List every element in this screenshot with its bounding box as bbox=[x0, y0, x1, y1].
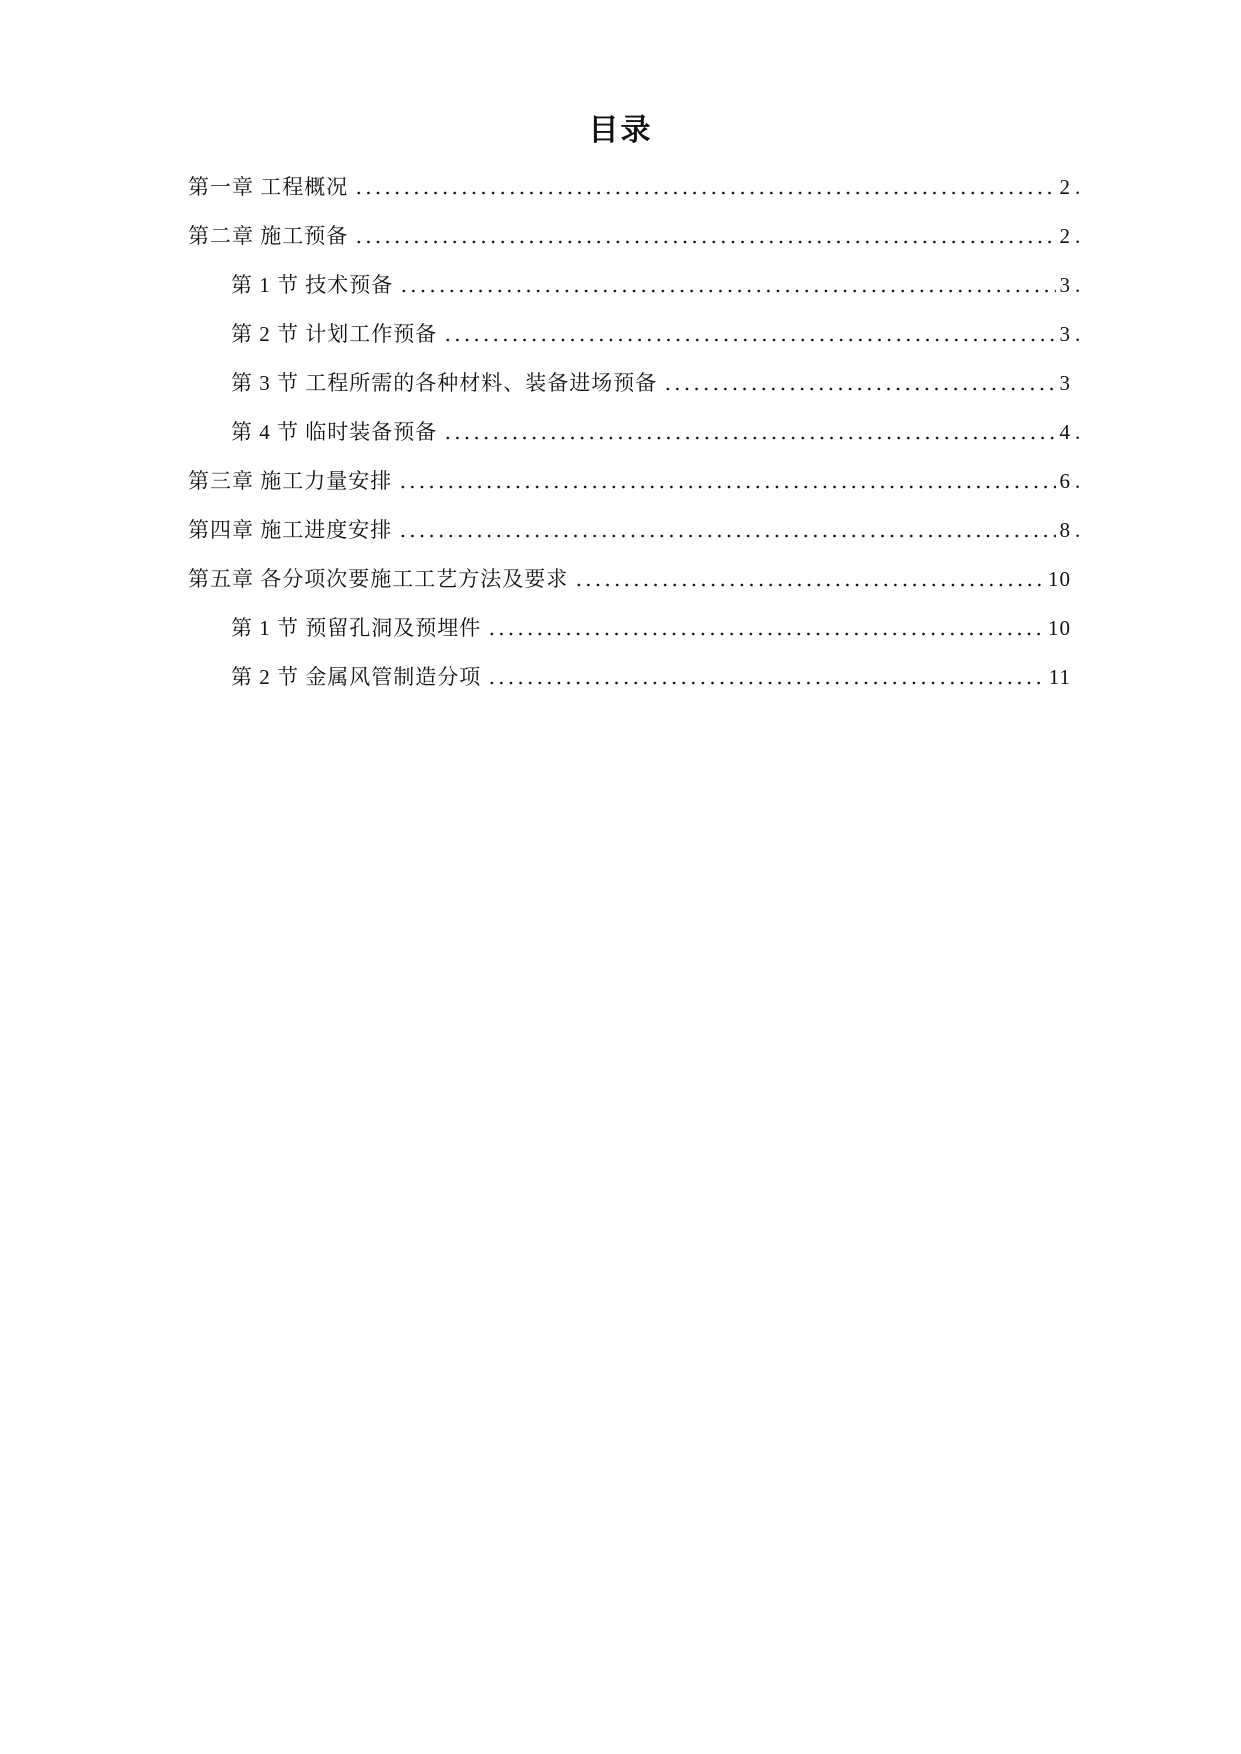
toc-leader-dots bbox=[443, 436, 1055, 440]
toc-entry-chapter-2 bbox=[188, 212, 1082, 261]
toc-page-number: 3 bbox=[1059, 371, 1071, 395]
toc-page-number-wrap bbox=[1049, 653, 1071, 702]
toc-entry-section-5-2 bbox=[188, 653, 1071, 702]
toc-entry-chapter-4 bbox=[188, 506, 1082, 555]
toc-page-number-wrap bbox=[1048, 604, 1071, 653]
toc-page-number: 6 bbox=[1059, 469, 1071, 493]
toc-page-number-wrap bbox=[1059, 261, 1082, 310]
toc-page-suffix: . bbox=[1075, 175, 1082, 199]
toc-entry-label: 第三章 施工力量安排 bbox=[188, 469, 393, 493]
toc-leader-dots bbox=[399, 289, 1055, 293]
toc-leader-dots bbox=[663, 387, 1055, 391]
toc-page-number-wrap bbox=[1059, 310, 1082, 359]
toc-entry-section-5-1 bbox=[188, 604, 1071, 653]
toc-entry-section-2-1 bbox=[188, 261, 1082, 310]
toc-entry-label: 第 2 节 计划工作预备 bbox=[231, 322, 438, 346]
toc-entry-chapter-1 bbox=[188, 163, 1082, 212]
toc-page-suffix: . bbox=[1075, 273, 1082, 297]
toc-entry-label: 第 4 节 临时装备预备 bbox=[231, 420, 438, 444]
toc-page-number: 4 bbox=[1059, 420, 1071, 444]
toc-page-number-wrap bbox=[1048, 555, 1071, 604]
toc-entry-section-2-2 bbox=[188, 310, 1082, 359]
toc-entry-chapter-3 bbox=[188, 457, 1082, 506]
toc-leader-dots bbox=[574, 583, 1044, 587]
toc-entry-label: 第四章 施工进度安排 bbox=[188, 518, 393, 542]
toc-entry-label: 第 1 节 预留孔洞及预埋件 bbox=[231, 616, 482, 640]
toc-page-number: 8 bbox=[1059, 518, 1071, 542]
toc-page-suffix: . bbox=[1075, 469, 1082, 493]
toc-entry-label: 第一章 工程概况 bbox=[188, 175, 349, 199]
page-title: 目录 bbox=[588, 114, 653, 147]
toc-page-suffix: . bbox=[1075, 224, 1082, 248]
toc-page-number: 3 bbox=[1059, 273, 1071, 297]
toc-page-suffix: . bbox=[1075, 518, 1082, 542]
toc-leader-dots bbox=[354, 240, 1055, 244]
toc-page-number: 2 bbox=[1059, 224, 1071, 248]
toc-leader-dots bbox=[398, 485, 1055, 489]
toc-page-number-wrap bbox=[1060, 359, 1072, 408]
toc-page-number: 10 bbox=[1048, 616, 1071, 640]
toc-page-number: 3 bbox=[1059, 322, 1071, 346]
toc-page-number-wrap bbox=[1059, 506, 1082, 555]
toc-page-suffix: . bbox=[1075, 322, 1082, 346]
toc-page-number: 10 bbox=[1048, 567, 1071, 591]
toc-leader-dots bbox=[443, 338, 1055, 342]
toc-entry-label: 第二章 施工预备 bbox=[188, 224, 349, 248]
toc-entry-label: 第五章 各分项次要施工工艺方法及要求 bbox=[188, 567, 569, 591]
toc-page-number-wrap bbox=[1059, 212, 1082, 261]
toc-page-number: 11 bbox=[1048, 665, 1071, 689]
toc-entry-label: 第 3 节 工程所需的各种材料、装备进场预备 bbox=[231, 371, 658, 395]
toc-entry-section-2-4 bbox=[188, 408, 1082, 457]
toc-leader-dots bbox=[487, 632, 1044, 636]
toc-page-number-wrap bbox=[1059, 457, 1082, 506]
toc-page-number-wrap bbox=[1059, 163, 1082, 212]
toc-leader-dots bbox=[398, 534, 1055, 538]
toc-entry-label: 第 2 节 金属风管制造分项 bbox=[231, 665, 482, 689]
toc-entry-label: 第 1 节 技术预备 bbox=[231, 273, 394, 297]
toc-leader-dots bbox=[487, 681, 1045, 685]
toc-page-suffix: . bbox=[1075, 420, 1082, 444]
toc-entry-chapter-5 bbox=[188, 555, 1071, 604]
toc-leader-dots bbox=[354, 191, 1055, 195]
toc-page-number-wrap bbox=[1059, 408, 1082, 457]
toc-entry-section-2-3 bbox=[188, 359, 1071, 408]
table-of-contents bbox=[188, 163, 1082, 702]
toc-page-number: 2 bbox=[1059, 175, 1071, 199]
